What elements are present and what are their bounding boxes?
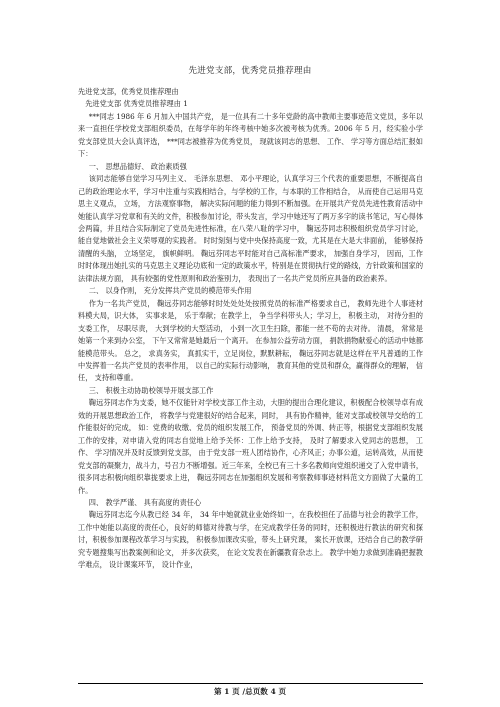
section-heading-2: 二、 以身作则， 充分发挥共产党员的模范带头作用	[88, 286, 252, 296]
section-heading-1: 一、 思想品德好、 政治素质强	[88, 161, 187, 171]
section-heading-4: 四、 教学严谨、 具有高度的责任心	[88, 497, 202, 507]
footer-divider	[78, 683, 423, 684]
section-heading-line: 先进党支部 优秀党员推荐理由 1	[85, 99, 188, 109]
intro-paragraph: ***同志 1986 年 6 月加入中国共产党， 是一位具有二十多年党龄的高中教师主要事迹范文党员，多年以来一直担任学校党支部组织委员，在每学年的年终考核中她多次被考核为优秀。2006 年 5 月，经实验小学党支部党员大会认真评选， ***同志被推荐为优秀党员， 现就该同志的思想、 工作、 学习等方面总结汇报如下：	[78, 111, 423, 159]
subtitle-line: 先进党支部，优秀党员推荐理由	[78, 87, 179, 96]
section-heading-3: 三、 积极主动协助校领导开展支部工作	[88, 385, 214, 395]
section-4-paragraph: 鞠远芬同志迄今从教已经 34 年， 34 年中她就就业业始终如一，在我校担任了品德与社会的教学工作，工作中她能以高度的责任心，良好的师德对待教与学，在完成教学任务的同时，还积极进行教法的研究和探讨，积极参加课程改革学习与实践， 积极参加课改实验，带头上研究课， 案长开放课，还结合自己的教学研究专题搜集写出教案例和论文， 并多次获奖， 在论文发表在新疆教育杂志上。 教学中她力求做到准确把握教学难点， 设计课案环节， 设计作业，	[78, 510, 423, 570]
document-body	[78, 86, 423, 572]
section-1-paragraph: 该同志能够自觉学习马列主义、 毛泽东思想、 邓小平理论，认真学习三个代表的重要思想，不断提高自己的政治理论水平，学习中注重与实践相结合，与学校的工作，与本职的工作相结合， 从而使自己运用马克思主义观点， 立场， 方法观察事物， 解决实际问题的能力得到不断加强。在开展共产党员先进性教育活动中她能认真学习党章和有关的文件，积极参加讨论，带头发言，学习中她还写了两万多字的读书笔记，写心得体会两篇，并且结合实际制定了党员先进性标准，在八荣八耻的学习中， 鞠远芬同志积极组织党员学习讨论，能自觉地做社会主义荣辱观的实践者。 时时刻刻与党中央保持高度一致，尤其是在大是大非面前， 能够保持清醒的头脑， 立场坚定， 旗帜鲜明。 鞠远芬同志平时能对自己高标准严要求， 加强自身学习， 因而，工作时时体现出她扎实的马克思主义理论功底和一定的政策水平，特别是在贯彻执行党的路线，方针政策和国家的法律法规方面， 具有较强的党性原则和政治鉴别力， 表现出了一名共产党员所应具备的政治素养。	[78, 174, 424, 283]
document-title: 先进党支部，优秀党员推荐理由	[188, 66, 312, 76]
section-2-paragraph: 作为一名共产党员， 鞠远芬同志能够时时处处处处按照党员的标准严格要求自己， 教师先进个人事迹材料模大局，识大体， 实事求是， 乐于奉献；在教学上， 争当学科带头人；学习上， 积极主动， 对待分担的支委工作， 尽职尽责， 大到学校的大型活动， 小到一次卫生扫除，都能一丝不苟的去对待。 清晨， 常常是她第一个来到办公室， 下午又常常是她最后一个离开。 在参加公益劳动方面， 捐款捐物献爱心的活动中她都能模范带头。 总之， 求真务实， 真抓实干，立足岗位，默默耕耘， 鞠远芬同志就是这样在平凡普通的工作中发挥着一名共产党员的表率作用， 以自己的实际行动影响， 教育其他的党员和群众，赢得群众的理解， 信任， 支持和尊重。	[78, 298, 423, 383]
section-3-paragraph: 鞠远芬同志作为支委，她不仅能针对学校支部工作主动，大胆的提出合理化建议，积极配合校领导卓有成效的开展思想政治工作， 将教学与党建很好的结合起来，同时， 具有协作精神，能对支部或校领导交给的工作能很好的完成， 如：党费的收缴、党员的组织发展工作， 预备党员的外调、转正等，根据党支部组织发展工作的安排，对申请入党的同志自觉地上给予关怀：工作上给予支持， 及时了解要求入党同志的思想， 工作、 学习情况并及时反馈到党支部， 由于党支部一班人团结协作，心齐风正；办事公道，运转高效，从而使党支部的凝聚力，战斗力，号召力不断增强。近三年来，全校已有三十多名教师向党组织递交了入党申请书，很多同志积极向组织靠拢要求上进， 鞠远芬同志在加强组织发展和考察教师事迹材料范文方面做了大量的工作。	[78, 398, 424, 495]
page-number: 第 1 页 /总页数 4 页	[213, 687, 287, 696]
